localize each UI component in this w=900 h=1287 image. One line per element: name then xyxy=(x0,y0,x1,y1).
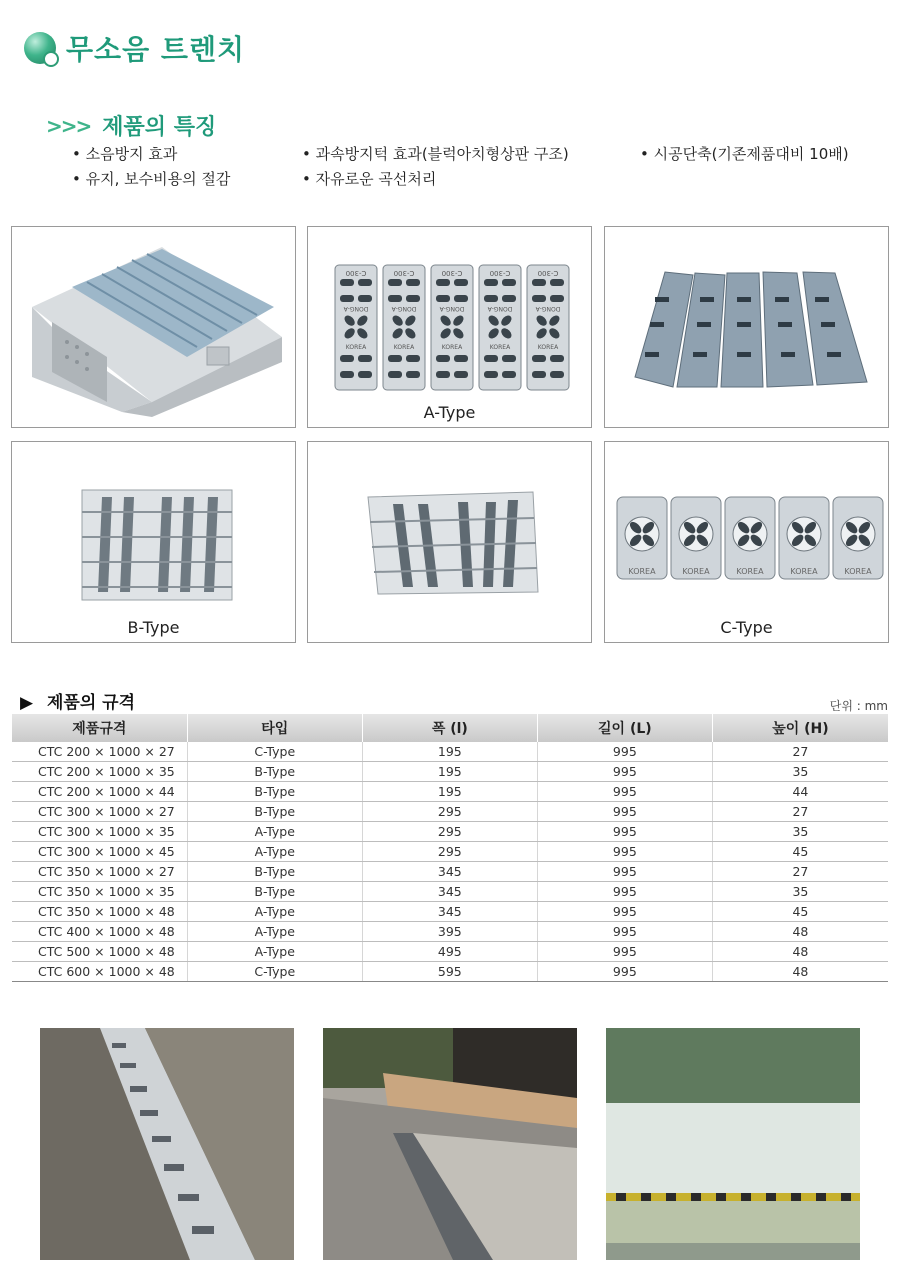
table-cell: 995 xyxy=(537,802,712,822)
page-header xyxy=(24,28,245,68)
b-type-grates-angle-photo xyxy=(307,441,592,643)
features-title: 제품의 특징 xyxy=(102,115,217,140)
table-cell: 995 xyxy=(537,822,712,842)
table-cell: 995 xyxy=(537,902,712,922)
table-cell: 195 xyxy=(362,762,537,782)
triple-chevron-icon: >>> xyxy=(46,113,91,138)
column-header: 높이 (H) xyxy=(712,714,888,742)
table-cell: CTC 600 × 1000 × 48 xyxy=(12,962,187,982)
grate-plate xyxy=(725,497,775,579)
table-row xyxy=(12,782,888,802)
table-cell: A-Type xyxy=(187,942,362,962)
grate-top-mark: C-300 xyxy=(393,269,415,277)
table-cell: 595 xyxy=(362,962,537,982)
grate-brand-mark: DONG-A xyxy=(535,305,561,312)
green-ball-icon xyxy=(24,32,56,64)
grate-plate xyxy=(779,497,829,579)
table-cell: 345 xyxy=(362,902,537,922)
table-cell: 35 xyxy=(712,762,888,782)
table-cell: 995 xyxy=(537,962,712,982)
spec-title xyxy=(20,688,135,713)
spec-title-text: 제품의 규격 xyxy=(47,693,136,713)
table-row xyxy=(12,742,888,762)
table-cell: 295 xyxy=(362,842,537,862)
table-header-row xyxy=(12,714,888,742)
c-type-caption: C-Type xyxy=(720,618,773,637)
table-cell: 345 xyxy=(362,882,537,902)
grate-plate xyxy=(383,265,425,390)
table-cell: CTC 500 × 1000 × 48 xyxy=(12,942,187,962)
a-type-grates-photo xyxy=(307,226,592,428)
b-type-grates-photo xyxy=(11,441,296,643)
feature-item: • 소음방지 효과 xyxy=(72,142,230,167)
grate-top-mark: C-300 xyxy=(345,269,367,277)
table-cell: C-Type xyxy=(187,742,362,762)
table-cell: 35 xyxy=(712,882,888,902)
installed-trench-parking-photo xyxy=(606,1028,860,1260)
grate-bottom-mark: KOREA xyxy=(441,344,463,351)
table-cell: A-Type xyxy=(187,902,362,922)
grate-top-mark: C-300 xyxy=(441,269,463,277)
grate-bottom-mark: KOREA xyxy=(736,567,764,576)
table-cell: 395 xyxy=(362,922,537,942)
table-row xyxy=(12,922,888,942)
table-cell: 995 xyxy=(537,862,712,882)
b-type-caption: B-Type xyxy=(127,618,180,637)
table-cell: 495 xyxy=(362,942,537,962)
table-cell: CTC 350 × 1000 × 48 xyxy=(12,902,187,922)
column-header: 타입 xyxy=(187,714,362,742)
column-header: 폭 (l) xyxy=(362,714,537,742)
grate-brand-mark: DONG-A xyxy=(439,305,465,312)
grate-bottom-mark: KOREA xyxy=(489,344,511,351)
feature-item: • 과속방지턱 효과(블럭아치형상판 구조) xyxy=(302,142,569,167)
table-cell: CTC 350 × 1000 × 27 xyxy=(12,862,187,882)
feature-item: • 자유로운 곡선처리 xyxy=(302,167,569,192)
table-cell: CTC 300 × 1000 × 45 xyxy=(12,842,187,862)
table-cell: 48 xyxy=(712,922,888,942)
a-type-grates-angle-photo xyxy=(604,226,889,428)
grate-bottom-mark: KOREA xyxy=(844,567,872,576)
table-cell: CTC 200 × 1000 × 27 xyxy=(12,742,187,762)
feature-item: • 유지, 보수비용의 절감 xyxy=(72,167,230,192)
table-cell: 48 xyxy=(712,942,888,962)
table-cell: 195 xyxy=(362,742,537,762)
table-cell: 295 xyxy=(362,822,537,842)
table-row xyxy=(12,802,888,822)
unit-label: 단위 : mm xyxy=(829,699,888,713)
grate-plate xyxy=(335,265,377,390)
triangle-right-icon: ▶ xyxy=(20,693,34,713)
table-cell: 995 xyxy=(537,842,712,862)
table-cell: 995 xyxy=(537,762,712,782)
table-cell: B-Type xyxy=(187,762,362,782)
table-row xyxy=(12,842,888,862)
table-row xyxy=(12,862,888,882)
table-cell: CTC 300 × 1000 × 35 xyxy=(12,822,187,842)
table-row xyxy=(12,762,888,782)
table-cell: 48 xyxy=(712,962,888,982)
grate-brand-mark: DONG-A xyxy=(487,305,513,312)
table-cell: 27 xyxy=(712,862,888,882)
grate-bottom-mark: KOREA xyxy=(393,344,415,351)
table-cell: 195 xyxy=(362,782,537,802)
table-cell: 44 xyxy=(712,782,888,802)
features-column-2 xyxy=(302,142,569,192)
grate-bottom-mark: KOREA xyxy=(537,344,559,351)
spec-table xyxy=(12,714,888,982)
table-cell: B-Type xyxy=(187,782,362,802)
table-cell: B-Type xyxy=(187,802,362,822)
table-cell: 27 xyxy=(712,802,888,822)
table-cell: 45 xyxy=(712,842,888,862)
page-title: 무소음 트렌치 xyxy=(66,33,246,66)
table-cell: CTC 300 × 1000 × 27 xyxy=(12,802,187,822)
grate-plate xyxy=(671,497,721,579)
trench-unit-photo xyxy=(11,226,296,428)
grate-plate xyxy=(431,265,473,390)
table-cell: A-Type xyxy=(187,842,362,862)
grate-bottom-mark: KOREA xyxy=(628,567,656,576)
table-cell: B-Type xyxy=(187,882,362,902)
grate-plate xyxy=(617,497,667,579)
table-cell: A-Type xyxy=(187,822,362,842)
table-cell: 35 xyxy=(712,822,888,842)
grate-brand-mark: DONG-A xyxy=(343,305,369,312)
features-column-1 xyxy=(72,142,230,192)
grate-bottom-mark: KOREA xyxy=(345,344,367,351)
table-cell: B-Type xyxy=(187,862,362,882)
feature-item: • 시공단축(기존제품대비 10배) xyxy=(640,142,849,167)
table-cell: 995 xyxy=(537,782,712,802)
a-type-caption: A-Type xyxy=(423,403,476,422)
table-cell: 995 xyxy=(537,742,712,762)
table-cell: CTC 200 × 1000 × 35 xyxy=(12,762,187,782)
table-cell: CTC 400 × 1000 × 48 xyxy=(12,922,187,942)
grate-plate xyxy=(833,497,883,579)
table-cell: 27 xyxy=(712,742,888,762)
table-cell: C-Type xyxy=(187,962,362,982)
table-row xyxy=(12,942,888,962)
table-cell: 45 xyxy=(712,902,888,922)
table-row xyxy=(12,962,888,982)
c-type-grates-photo xyxy=(604,441,889,643)
grate-top-mark: C-300 xyxy=(537,269,559,277)
column-header: 길이 (L) xyxy=(537,714,712,742)
table-cell: 295 xyxy=(362,802,537,822)
table-cell: CTC 350 × 1000 × 35 xyxy=(12,882,187,902)
table-cell: 995 xyxy=(537,882,712,902)
grate-brand-mark: DONG-A xyxy=(391,305,417,312)
features-column-3 xyxy=(640,142,849,167)
grate-plate xyxy=(479,265,521,390)
features-header xyxy=(46,110,216,141)
installed-trench-road-photo xyxy=(323,1028,577,1260)
grate-plate xyxy=(527,265,569,390)
column-header: 제품규격 xyxy=(12,714,187,742)
table-row xyxy=(12,882,888,902)
table-cell: 995 xyxy=(537,942,712,962)
table-row xyxy=(12,902,888,922)
grate-bottom-mark: KOREA xyxy=(682,567,710,576)
grate-top-mark: C-300 xyxy=(489,269,511,277)
installed-trench-street-photo xyxy=(40,1028,294,1260)
table-cell: CTC 200 × 1000 × 44 xyxy=(12,782,187,802)
grate-bottom-mark: KOREA xyxy=(790,567,818,576)
table-row xyxy=(12,822,888,842)
table-cell: 345 xyxy=(362,862,537,882)
table-cell: A-Type xyxy=(187,922,362,942)
table-cell: 995 xyxy=(537,922,712,942)
